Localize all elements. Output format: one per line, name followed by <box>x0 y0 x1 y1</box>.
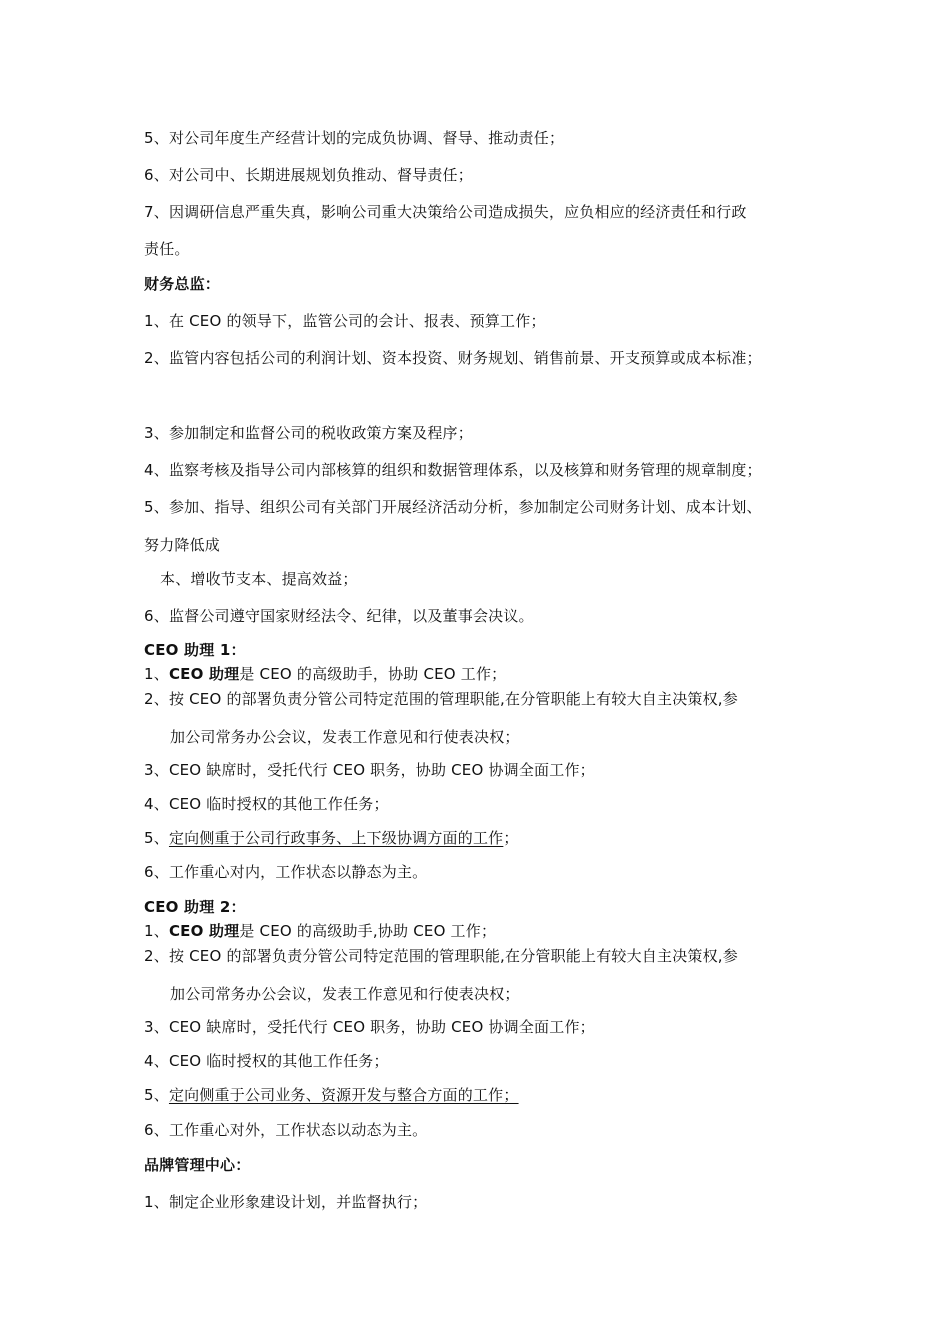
brand-item-1: 1、制定企业形象建设计划，并监督执行； <box>144 1193 428 1211</box>
finance-item-4: 4、监察考核及指导公司内部核算的组织和数据管理体系，以及核算和财务管理的规章制度； <box>144 461 762 479</box>
ceo2-item-1-role: CEO 助理 <box>168 922 240 940</box>
finance-item-5-continued-2: 本、增收节支本、提高效益； <box>160 570 358 588</box>
finance-item-5-continued: 努力降低成 <box>144 536 221 554</box>
ceo2-item-5: 5、定向侧重于公司业务、资源开发与整合方面的工作； <box>144 1086 519 1104</box>
ceo2-item-3: 3、CEO 缺席时，受托代行 CEO 职务，协助 CEO 协调全面工作； <box>144 1018 595 1036</box>
duty-item-5: 5、对公司年度生产经营计划的完成负协调、督导、推动责任； <box>144 129 565 147</box>
ceo1-item-1-role: CEO 助理 <box>168 665 240 683</box>
ceo2-item-2: 2、按 CEO 的部署负责分管公司特定范围的管理职能,在分管职能上有较大自主决策权,参 <box>144 947 738 965</box>
ceo1-item-5-underlined: 定向侧重于公司行政事务、上下级协调方面的工作 <box>168 829 504 847</box>
finance-item-5: 5、参加、指导、组织公司有关部门开展经济活动分析，参加制定公司财务计划、成本计划、 <box>144 498 762 516</box>
finance-item-3: 3、参加制定和监督公司的税收政策方案及程序； <box>144 424 473 442</box>
finance-director-heading: 财务总监： <box>144 275 221 293</box>
ceo1-item-2: 2、按 CEO 的部署负责分管公司特定范围的管理职能,在分管职能上有较大自主决策权,参 <box>144 690 738 708</box>
finance-item-1: 1、在 CEO 的领导下，监管公司的会计、报表、预算工作； <box>144 312 546 330</box>
ceo2-item-6: 6、工作重心对外，工作状态以动态为主。 <box>144 1121 428 1139</box>
brand-center-heading: 品牌管理中心： <box>144 1156 251 1174</box>
ceo1-item-3: 3、CEO 缺席时，受托代行 CEO 职务，协助 CEO 协调全面工作； <box>144 761 595 779</box>
duty-item-6: 6、对公司中、长期进展规划负推动、督导责任； <box>144 166 473 184</box>
ceo1-item-6: 6、工作重心对内，工作状态以静态为主。 <box>144 863 428 881</box>
duty-item-7: 7、因调研信息严重失真，影响公司重大决策给公司造成损失，应负相应的经济责任和行政 <box>144 203 747 221</box>
ceo1-item-5: 5、定向侧重于公司行政事务、上下级协调方面的工作； <box>144 829 519 847</box>
finance-item-2: 2、监管内容包括公司的利润计划、资本投资、财务规划、销售前景、开支预算或成本标准； <box>144 349 762 367</box>
ceo-assistant-1-heading: CEO 助理 1： <box>144 641 246 659</box>
ceo2-item-5-underlined: 定向侧重于公司业务、资源开发与整合方面的工作； <box>168 1086 519 1104</box>
ceo-assistant-2-heading: CEO 助理 2： <box>144 898 246 916</box>
ceo2-item-4: 4、CEO 临时授权的其他工作任务； <box>144 1052 389 1070</box>
ceo1-item-2-continued: 加公司常务办公会议，发表工作意见和行使表决权； <box>170 728 520 746</box>
duty-item-7-continued: 责任。 <box>144 240 190 258</box>
ceo2-item-2-continued: 加公司常务办公会议，发表工作意见和行使表决权； <box>170 985 520 1003</box>
ceo2-item-1: 1、CEO 助理是 CEO 的高级助手,协助 CEO 工作； <box>144 922 497 940</box>
finance-item-6: 6、监督公司遵守国家财经法令、纪律，以及董事会决议。 <box>144 607 534 625</box>
ceo1-item-4: 4、CEO 临时授权的其他工作任务； <box>144 795 389 813</box>
ceo1-item-1: 1、CEO 助理是 CEO 的高级助手，协助 CEO 工作； <box>144 665 507 683</box>
